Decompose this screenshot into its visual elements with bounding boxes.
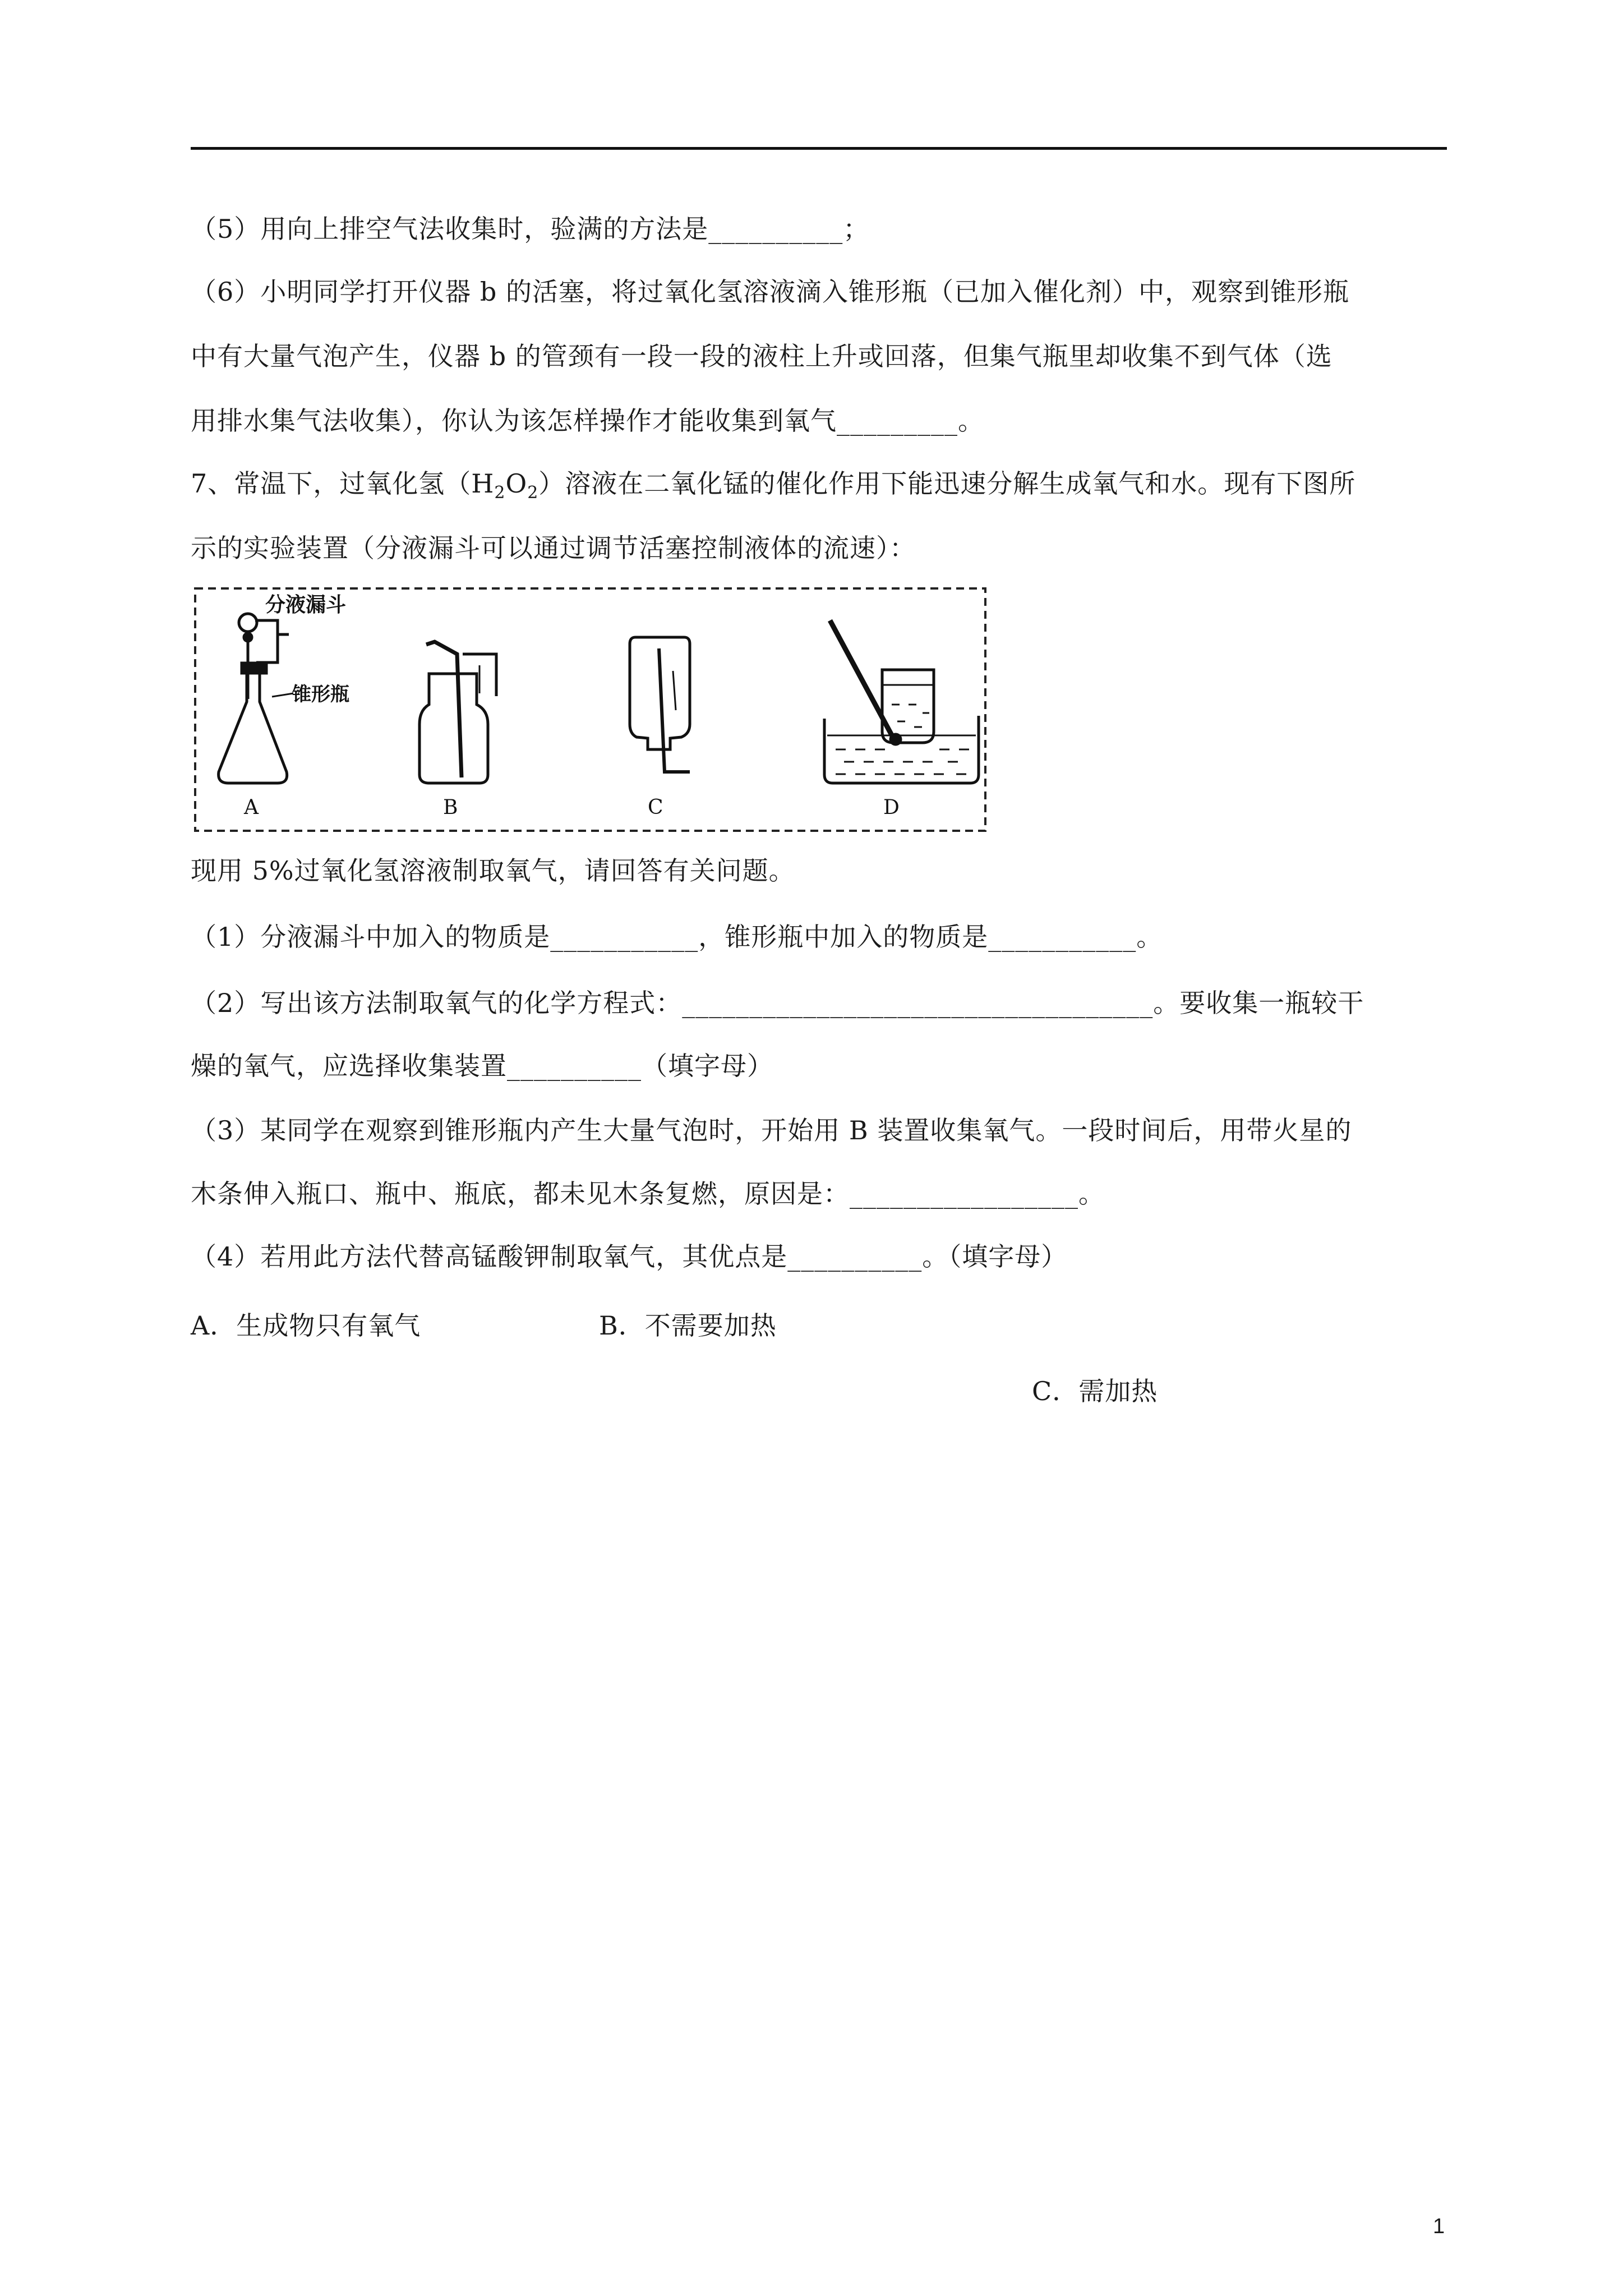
apparatus-b	[419, 642, 496, 783]
apparatus-d	[824, 620, 979, 783]
label-d: D	[883, 796, 900, 819]
option-b: B．不需要加热	[599, 1310, 777, 1341]
apparatus-a	[219, 614, 293, 783]
sub-question-3-line-2: 木条伸入瓶口、瓶中、瓶底，都未见木条复燃，原因是：_________________。	[191, 1179, 1105, 1209]
option-a: A．生成物只有氧气	[191, 1310, 421, 1341]
question-7-line-1: 7、常温下，过氧化氢$(H_2O_2)$溶液在二氧化锰的催化作用下能迅速分解生成氧气和水。现有下图所	[191, 468, 1356, 503]
figure-dashed-border	[195, 588, 985, 831]
question-5: （5）用向上排空气法收集时，验满的方法是__________；	[191, 214, 870, 244]
sub-question-4: （4）若用此方法代替高锰酸钾制取氧气，其优点是__________。（填字母）	[191, 1241, 1068, 1272]
water-dashes	[836, 705, 969, 774]
page-number: 1	[1433, 2215, 1445, 2238]
funnel-label: 分液漏斗	[265, 593, 347, 616]
apparatus-figure	[193, 587, 987, 832]
option-c: C．需加热	[1032, 1376, 1158, 1406]
label-a: A	[244, 796, 259, 819]
sub-question-2-line-2: 燥的氧气，应选择收集装置__________（填字母）	[191, 1051, 773, 1081]
header-rule	[191, 147, 1447, 150]
question-6-line-3: 用排水集气法收集），你认为该怎样操作才能收集到氧气_________。	[191, 406, 984, 436]
question-6-line-2: 中有大量气泡产生，仪器 b 的管颈有一段一段的液柱上升或回落，但集气瓶里却收集不到气体（选	[191, 341, 1332, 371]
label-b: B	[443, 796, 458, 819]
sub-question-2-line-1: （2）写出该方法制取氧气的化学方程式：___________________________________。要收集一瓶较干	[191, 988, 1364, 1018]
sub-question-1: （1）分液漏斗中加入的物质是___________，锥形瓶中加入的物质是___________。	[191, 922, 1163, 952]
question-7-line-2: 示的实验装置（分液漏斗可以通过调节活塞控制液体的流速）：	[191, 533, 916, 563]
flask-label: 锥形瓶	[292, 683, 349, 706]
apparatus-c	[630, 637, 690, 772]
question-6-line-1: （6）小明同学打开仪器 b 的活塞，将过氧化氢溶液滴入锥形瓶（已加入催化剂）中，观察到锥形瓶	[191, 277, 1349, 307]
label-c: C	[648, 796, 663, 819]
sub-question-3-line-1: （3）某同学在观察到锥形瓶内产生大量气泡时，开始用 B 装置收集氧气。一段时间后，用带火星的	[191, 1115, 1352, 1145]
intro-line: 现用 5%过氧化氢溶液制取氧气，请回答有关问题。	[191, 855, 795, 886]
